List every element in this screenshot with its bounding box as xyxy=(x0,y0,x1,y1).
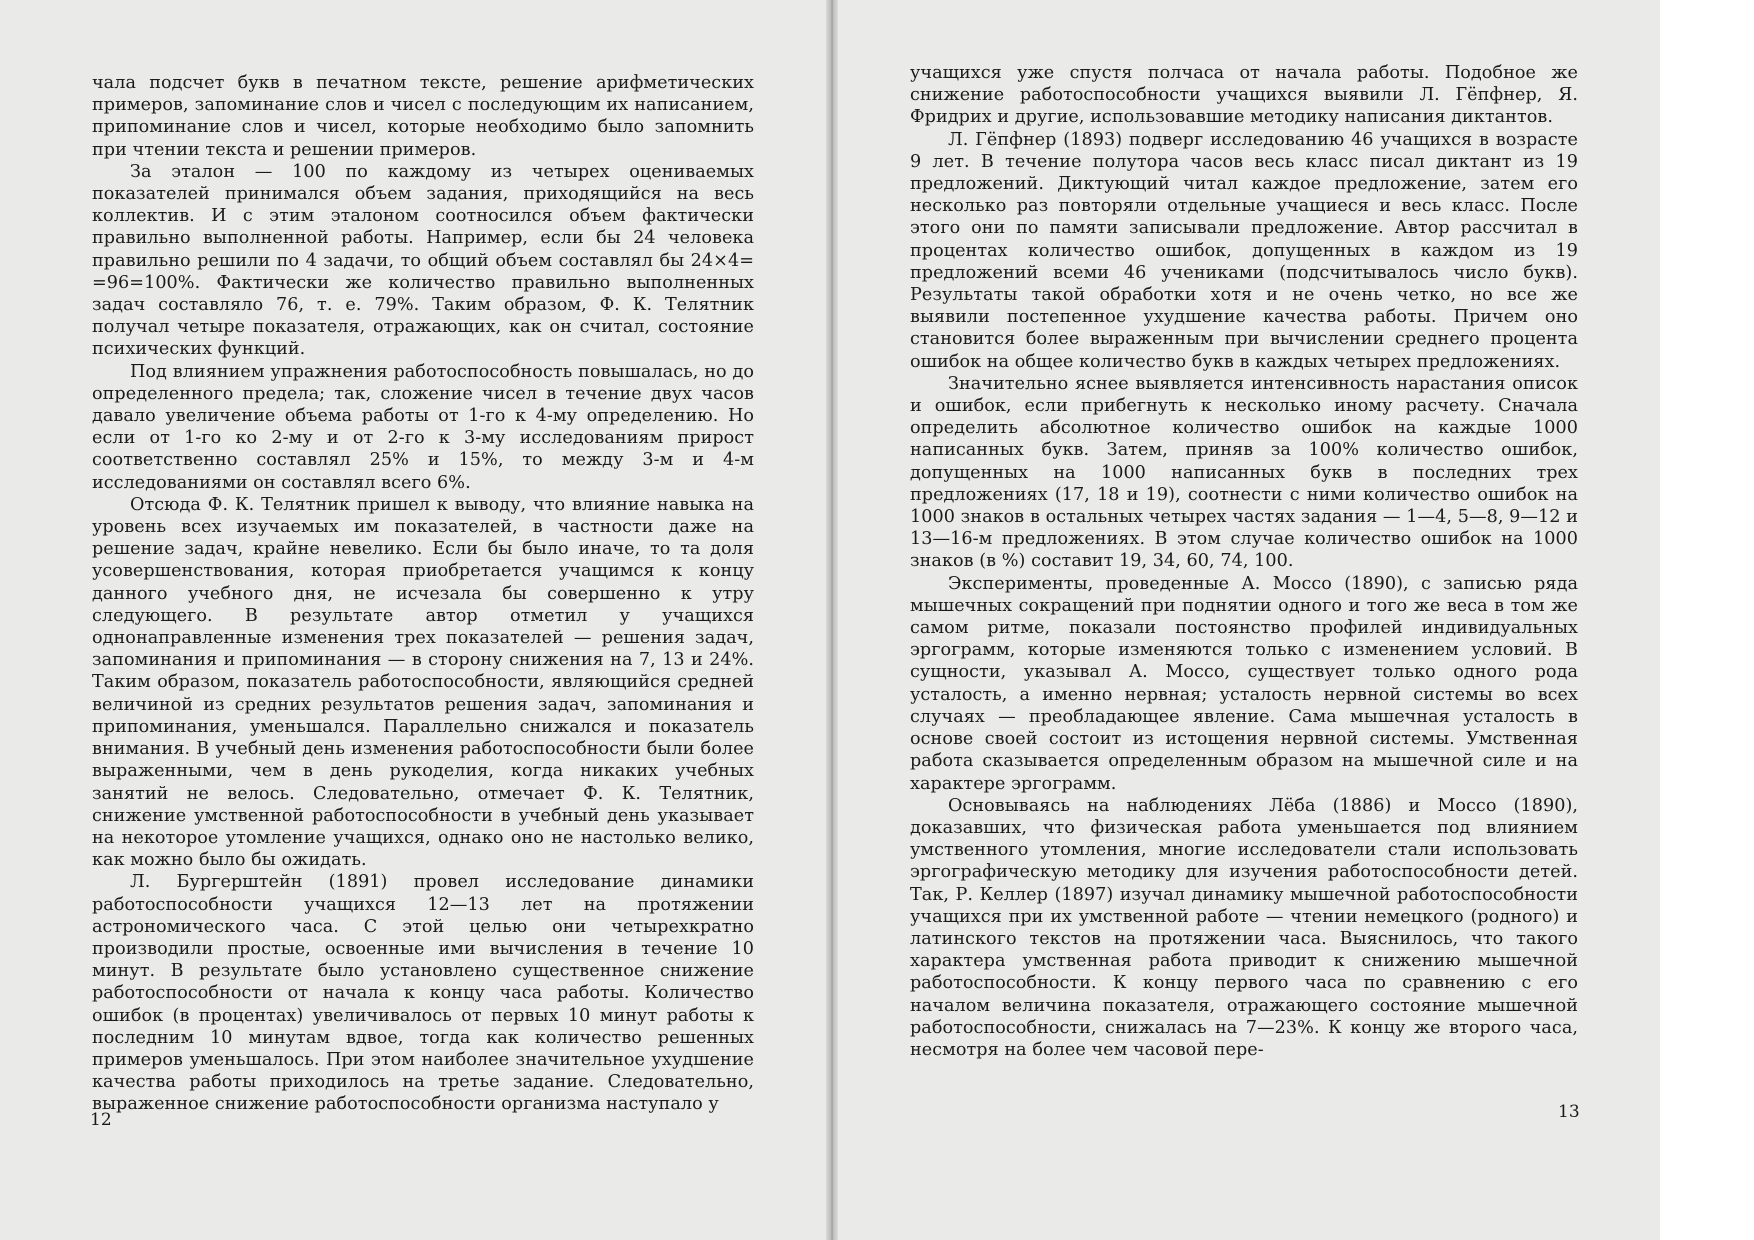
right-page-text xyxy=(910,62,1578,1061)
left-page-text xyxy=(92,72,754,1116)
right-page xyxy=(832,0,1660,1240)
left-page xyxy=(0,0,832,1240)
paragraph: чала подсчет букв в печатном тексте, решение арифметических примеров, запоминание слов и чисел с последующим их написанием, припоминание слов и чисел, которые необходимо было запомнить при чтении текста и решении примеров. xyxy=(92,73,754,160)
book-gutter xyxy=(826,0,838,1240)
paragraph: Значительно яснее выявляется интенсивность нарастания описок и ошибок, если прибегнуть к несколько иному расчету. Сначала определить абсолютное количество ошибок на каждые 1000 написанных букв. Затем, приняв за 100% количество ошибок, допущенных на 1000 написанных букв в последних трех предложениях (17, 18 и 19), соотнести с ними количество ошибок на 1000 знаков в остальных четырех частях задания — 1—4, 5—8, 9—12 и 13—16-м предложениях. В этом случае количество ошибок на 1000 знаков (в %) составит 19, 34, 60, 74, 100. xyxy=(910,373,1578,572)
page-number-right: 13 xyxy=(1558,1102,1580,1122)
paragraph: Л. Гёпфнер (1893) подверг исследованию 46 учащихся в возрасте 9 лет. В течение полутора часов весь класс писал диктант из 19 предложений. Диктующий читал каждое предложение, затем его несколько раз повторяли отдельные учащиеся и весь класс. После этого они по памяти записывали предложение. Автор рассчитал в процентах количество ошибок, допущенных в каждом из 19 предложений всеми 46 учениками (подсчитывалось число букв). Результаты такой обработки хотя и не очень четко, но все же выявили постепенное ухудшение качества работы. Причем оно становится более выраженным при вычислении среднего процента ошибок на общее количество букв в каждых четырех предложениях. xyxy=(910,129,1578,372)
paragraph: учащихся уже спустя полчаса от начала работы. Подобное же снижение работоспособности учащихся выявили Л. Гёпфнер, Я. Фридрих и другие, использовавшие методику написания диктантов. xyxy=(910,63,1578,128)
paragraph: Под влиянием упражнения работоспособность повышалась, но до определенного предела; так, сложение чисел в течение двух часов давало увеличение объема работы от 1-го к 4-му определению. Но если от 1-го ко 2-му и от 2-го к 3-му исследованиям прирост соответственно составлял 25% и 15%, то между 3-м и 4-м исследованиями он составлял всего 6%. xyxy=(92,361,754,493)
paragraph: За эталон — 100 по каждому из четырех оцениваемых показателей принимался объем задания, приходящийся на весь коллектив. И с этим эталоном соотносился объем фактически правильно выполненной работы. Например, если бы 24 человека правильно решили по 4 задачи, то общий объем составлял бы 24×4= =96=100%. Фактически же количество правильно выполненных задач составляло 76, т. е. 79%. Таким образом, Ф. К. Телятник получал четыре показателя, отражающих, как он считал, состояние психических функций. xyxy=(92,161,754,360)
paragraph: Основываясь на наблюдениях Лёба (1886) и Моссо (1890), доказавших, что физическая работа уменьшается под влиянием умственного утомления, многие исследователи стали использовать эргографическую методику для изучения работоспособности детей. Так, Р. Келлер (1897) изучал динамику мышечной работоспособности учащихся при их умственной работе — чтении немецкого (родного) и латинского текстов на протяжении часа. Выяснилось, что такого характера умственная работа приводит к снижению мышечной работоспособности. К концу первого часа по сравнению с его началом величина показателя, отражающего состояние мышечной работоспособности, снижалась на 7—23%. К концу же второго часа, несмотря на более чем часовой пере- xyxy=(910,795,1578,1060)
paragraph: Эксперименты, проведенные А. Моссо (1890), с записью ряда мышечных сокращений при поднятии одного и того же веса в том же самом ритме, показали постоянство профилей индивидуальных эргограмм, которые изменяются только с изменением условий. В сущности, указывал А. Моссо, существует только одного рода усталость, а именно нервная; усталость нервной системы во всех случаях — преобладающее явление. Сама мышечная усталость в основе своей состоит из истощения нервной системы. Умственная работа сказывается определенным образом на мышечной силе и на характере эргограмм. xyxy=(910,573,1578,794)
page-number-left: 12 xyxy=(90,1110,112,1130)
paragraph: Л. Бургерштейн (1891) провел исследование динамики работоспособности учащихся 12—13 лет на протяжении астрономического часа. С этой целью они четырехкратно производили простые, освоенные ими вычисления в течение 10 минут. В результате было установлено существенное снижение работоспособности от начала к концу часа работы. Количество ошибок (в процентах) увеличивалось от первых 10 минут работы к последним 10 минутам вдвое, тогда как количество решенных примеров уменьшалось. При этом наиболее значительное ухудшение качества работы приходилось на третье задание. Следовательно, выраженное снижение работоспособности организма наступало у xyxy=(92,872,754,1115)
paragraph: Отсюда Ф. К. Телятник пришел к выводу, что влияние навыка на уровень всех изучаемых им показателей, в частности даже на решение задач, крайне невелико. Если бы было иначе, то та доля усовершенствования, которая приобретается учащимся к концу данного учебного дня, не исчезала бы совершенно к утру следующего. В результате автор отметил у учащихся однонаправленные изменения трех показателей — решения задач, запоминания и припоминания — в сторону снижения на 7, 13 и 24%. Таким образом, показатель работоспособности, являющийся средней величиной из средних результатов решения задач, запоминания и припоминания, уменьшался. Параллельно снижался и показатель внимания. В учебный день изменения работоспособности были более выраженными, чем в день рукоделия, когда никаких учебных занятий не велось. Следовательно, отмечает Ф. К. Телятник, снижение умственной работоспособности в учебный день указывает на некоторое утомление учащихся, однако оно не настолько велико, как можно было бы ожидать. xyxy=(92,494,754,871)
